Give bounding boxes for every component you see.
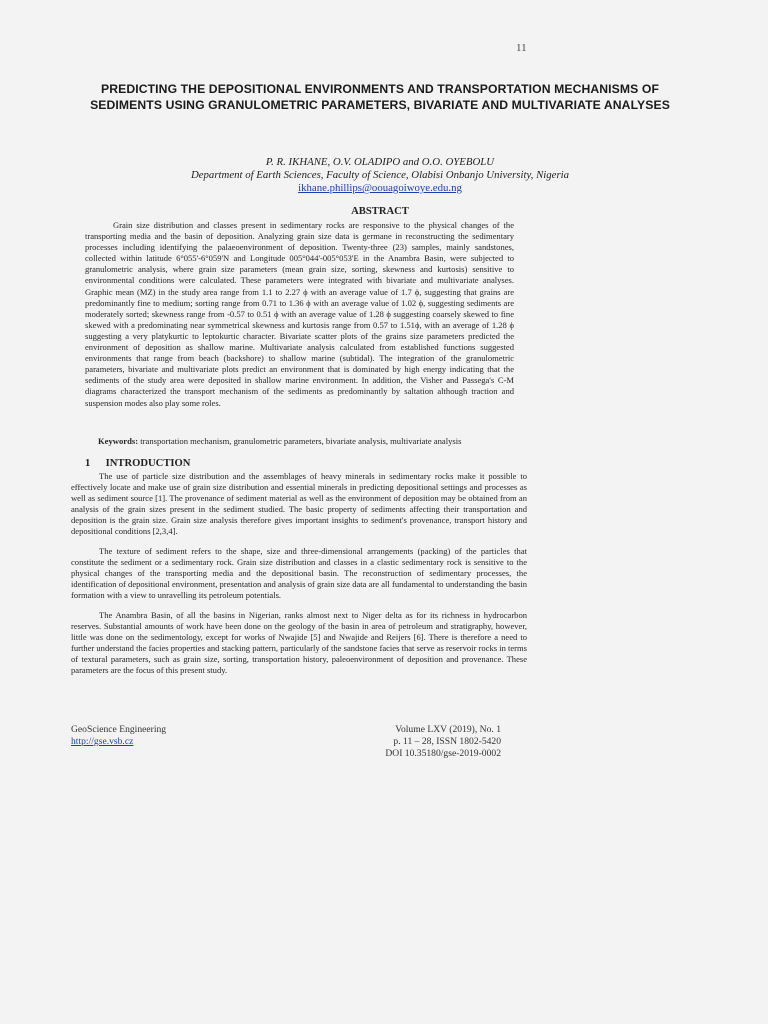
keywords-text: transportation mechanism, granulometric parameters, bivariate analysis, multivariate analysis <box>140 436 462 446</box>
pages-issn: p. 11 – 28, ISSN 1802-5420 <box>393 736 501 747</box>
footer-left <box>71 724 166 748</box>
authors: P. R. IKHANE, O.V. OLADIPO and O.O. OYEBOLU <box>265 156 495 168</box>
author-block <box>80 156 680 195</box>
doi: DOI 10.35180/gse-2019-0002 <box>385 748 501 759</box>
keywords <box>98 436 528 447</box>
volume-info: Volume LXV (2019), No. 1 <box>395 724 501 735</box>
keywords-label: Keywords: <box>98 436 139 446</box>
abstract-heading: ABSTRACT <box>351 206 409 217</box>
paragraph: The use of particle size distribution and the assemblages of heavy minerals in sedimentary rocks make it possible to effectively locate and make use of grain size distribution and essential minerals in predicting depositional settings and processes as well as sediment source [1]. The provenance of sediment material as well as the environment of deposition may be obtained from an analysis of the grain sizes present in the sediment studied. The basic property of sediments affecting their transportation and deposition is the grain size. Grain size analysis therefore gives important insights to sediment's provenance, transport history and depositional conditions [2,3,4]. <box>71 471 527 537</box>
abstract-text: Grain size distribution and classes present in sedimentary rocks are responsive to the physical changes of the transporting media and the basin of deposition. Analyzing grain size data is germane in reconstructing the sedimentary processes including identifying the palaeoenvironment of deposition. Twenty-three (23) samples, mainly sandstones, collected within latitude 6°055'-6°059'N and Longitude 005°044'-005°053'E in the Anambra Basin, were subjected to granulometric analysis, where grain size parameters (mean grain size, sorting, skewness and kurtosis) sensitive to environmental conditions were calculated. These parameters were integrated with bivariate and multivariate analyses. Graphic mean (MZ) in the study area range from 1.1 to 2.27 ϕ with an average value of 1.7 ϕ, suggesting that grains are predominantly fine to medium; sorting range from 0.71 to 1.36 ϕ with an average value of 1.02 ϕ, suggesting sediments are moderately sorted; skewness range from -0.57 to 0.51 ϕ with an average value of 1.28 ϕ suggesting coarsely skewed to fine skewed with a predominating near symmetrical skewness and kurtosis range from 0.57 to 1.51ϕ, with an average of 1.28 ϕ suggesting a very platykurtic to leptokurtic character. Bivariate scatter plots of the grains size parameters predicted the environment of deposition as shallow marine. Multivariate analysis calculated from established functions suggested environments that range from beach (backshore) to shallow marine (subtidal). The integration of the granulometric parameters, bivariate and multivariate plots predict an environment that is dominated by high energy indicating that the sediments of the study area were deposited in shallow marine environment. In addition, the Visher and Passega's C-M diagrams characterized the transport mechanism of the sediments as predominantly by saltation although traction and suspension modes also play some roles. <box>85 220 514 408</box>
paper-title: PREDICTING THE DEPOSITIONAL ENVIRONMENTS AND TRANSPORTATION MECHANISMS OF SEDIMENTS USING GRANULOMETRIC PARAMETERS, BIVARIATE AND MULTIVARIATE ANALYSES <box>90 82 670 112</box>
section-number: 1 <box>85 458 91 469</box>
page-number: 11 <box>516 42 527 54</box>
footer-right <box>360 724 501 760</box>
paragraph: The texture of sediment refers to the shape, size and three-dimensional arrangements (packing) of the particles that constitute the sediment or a sedimentary rock. Grain size distribution and classes in a clastic sedimentary rock is sensitive to the physical changes of the transporting media and the depositional basin. The reconstruction of sedimentary processes, the identification of depositional environment, presentation and analysis of grain size data are all fundamental to understanding the basin formation with a view to unravelling its petroleum potentials. <box>71 545 527 600</box>
journal-name: GeoScience Engineering <box>71 724 167 735</box>
introduction-body <box>71 471 527 684</box>
section-title: INTRODUCTION <box>105 458 191 469</box>
section-heading <box>85 458 485 469</box>
journal-url-link[interactable]: http://gse.vsb.cz <box>71 736 134 747</box>
affiliation: Department of Earth Sciences, Faculty of Science, Olabisi Onbanjo University, Nigeria <box>190 169 570 181</box>
paragraph: The Anambra Basin, of all the basins in Nigerian, ranks almost next to Niger delta as for its richness in hydrocarbon reserves. Substantial amounts of work have been done on the geology of the basin in area of petroleum and stratigraphy, however, little was done on the sedimentology, except for works of Nwajide [5] and Nwajide and Reijers [6]. There is therefore a need to further understand the facies properties and stacking pattern, particularly of the sandstone facies that serve as reservoir rocks in terms of textural parameters, such as grain size, sorting, transportation history, paleoenvironment of deposition and provenance. These parameters are the focus of this present study. <box>71 609 527 675</box>
email-link[interactable]: ikhane.phillips@oouagoiwoye.edu.ng <box>298 182 462 194</box>
